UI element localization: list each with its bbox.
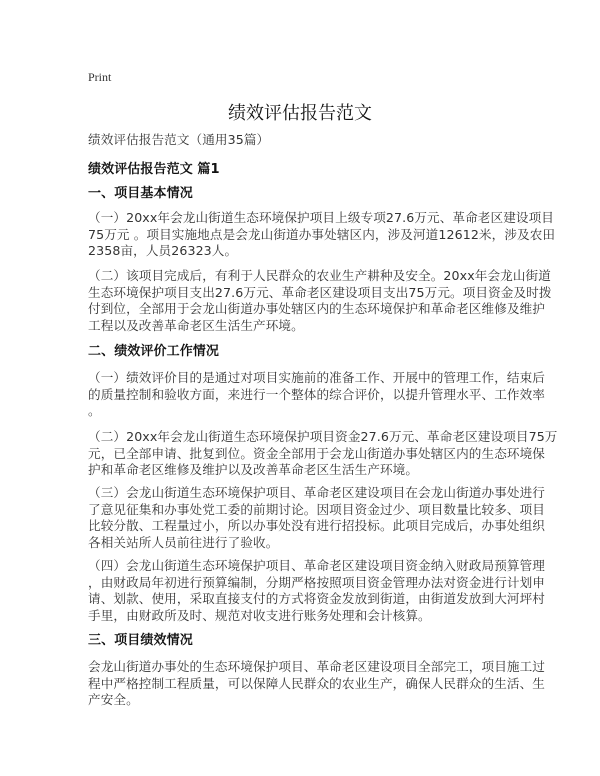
paragraph-line: 。 xyxy=(88,403,101,418)
subtitle: 绩效评估报告范文（通用35篇） xyxy=(88,132,270,147)
paragraph-line: 2358亩，人员26323人。 xyxy=(88,243,238,258)
paragraph-line: （四）会龙山街道生态环境保护项目、革命老区建设项目资金纳入财政局预算管理 xyxy=(88,558,545,573)
paragraph-line: （一）20xx年会龙山街道生态环境保护项目上级专项27.6万元、革命老区建设项目 xyxy=(88,210,554,225)
paragraph-line: 各相关站所人员前往进行了验收。 xyxy=(88,534,279,550)
section-heading: 一、项目基本情况 xyxy=(88,186,193,201)
paragraph-line: 75万元 。项目实施地点是会龙山街道办事处辖区内，涉及河道12612米，涉及农田 xyxy=(88,226,556,242)
paragraph-line: （一）绩效评价目的是通过对项目实施前的准备工作、开展中的管理工作，结束后 xyxy=(88,370,545,385)
paragraph-line: （三）会龙山街道生态环境保护项目、革命老区建设项目在会龙山街道办事处进行 xyxy=(88,485,545,500)
paragraph-line: 工程以及改善革命老区生活生产环境。 xyxy=(88,317,304,333)
print-label[interactable]: Print xyxy=(88,70,112,84)
paragraph-line: ，由财政局年初进行预算编制，分期严格按照项目资金管理办法对资金进行计划申 xyxy=(88,574,545,590)
page-title: 绩效评估报告范文 xyxy=(228,103,372,124)
paragraph xyxy=(88,659,545,709)
paragraph-line: 请、划款、使用，采取直接支付的方式将资金发放到街道，由街道发放到大河坪村 xyxy=(88,591,545,606)
paragraph xyxy=(88,210,556,260)
paragraph-line: 比较分散、工程量过小，所以办事处没有进行招投标。此项目完成后，办事处组织 xyxy=(88,518,545,533)
paragraph-line: 产安全。 xyxy=(88,692,139,707)
article-heading: 绩效评估报告范文 篇1 xyxy=(88,162,220,177)
paragraph-line: 护和革命老区维修及维护以及改善革命老区生活生产环境。 xyxy=(88,462,419,477)
paragraph-line: 了意见征集和办事处党工委的前期讨论。因项目资金过少、项目数量比较多、项目 xyxy=(88,501,545,517)
paragraph-line: （二）20xx年会龙山街道生态环境保护项目资金27.6万元、革命老区建设项目75万 xyxy=(88,429,558,444)
paragraph xyxy=(88,485,545,551)
paragraph-line: 生态环境保护项目支出27.6万元、革命老区建设项目支出75万元。项目资金及时拨 xyxy=(88,284,552,300)
paragraph-line: 元，已全部申请、批复到位。资金全部用于会龙山街道办事处辖区内的生态环境保 xyxy=(88,445,545,461)
paragraph-line: （二）该项目完成后，有利于人民群众的农业生产耕种及安全。20xx年会龙山街道 xyxy=(88,268,551,283)
section-heading: 三、项目绩效情况 xyxy=(88,633,193,648)
paragraph xyxy=(88,370,545,420)
paragraph-line: 的质量控制和验收方面，来进行一个整体的综合评价，以提升管理水平、工作效率 xyxy=(88,386,545,402)
paragraph xyxy=(88,268,552,334)
paragraph-line: 付到位，全部用于会龙山街道办事处辖区内的生态环境保护和革命老区维修及维护 xyxy=(88,301,545,316)
paragraph xyxy=(88,558,545,624)
paragraph xyxy=(88,429,558,479)
paragraph-line: 会龙山街道办事处的生态环境保护项目、革命老区建设项目全部完工，项目施工过 xyxy=(88,659,545,674)
paragraph-line: 手里，由财政所及时、规范对收支进行账务处理和会计核算。 xyxy=(88,607,431,623)
paragraph-line: 程中严格控制工程质量，可以保障人民群众的农业生产，确保人民群众的生活、生 xyxy=(88,675,545,691)
section-heading: 二、绩效评价工作情况 xyxy=(88,344,220,359)
